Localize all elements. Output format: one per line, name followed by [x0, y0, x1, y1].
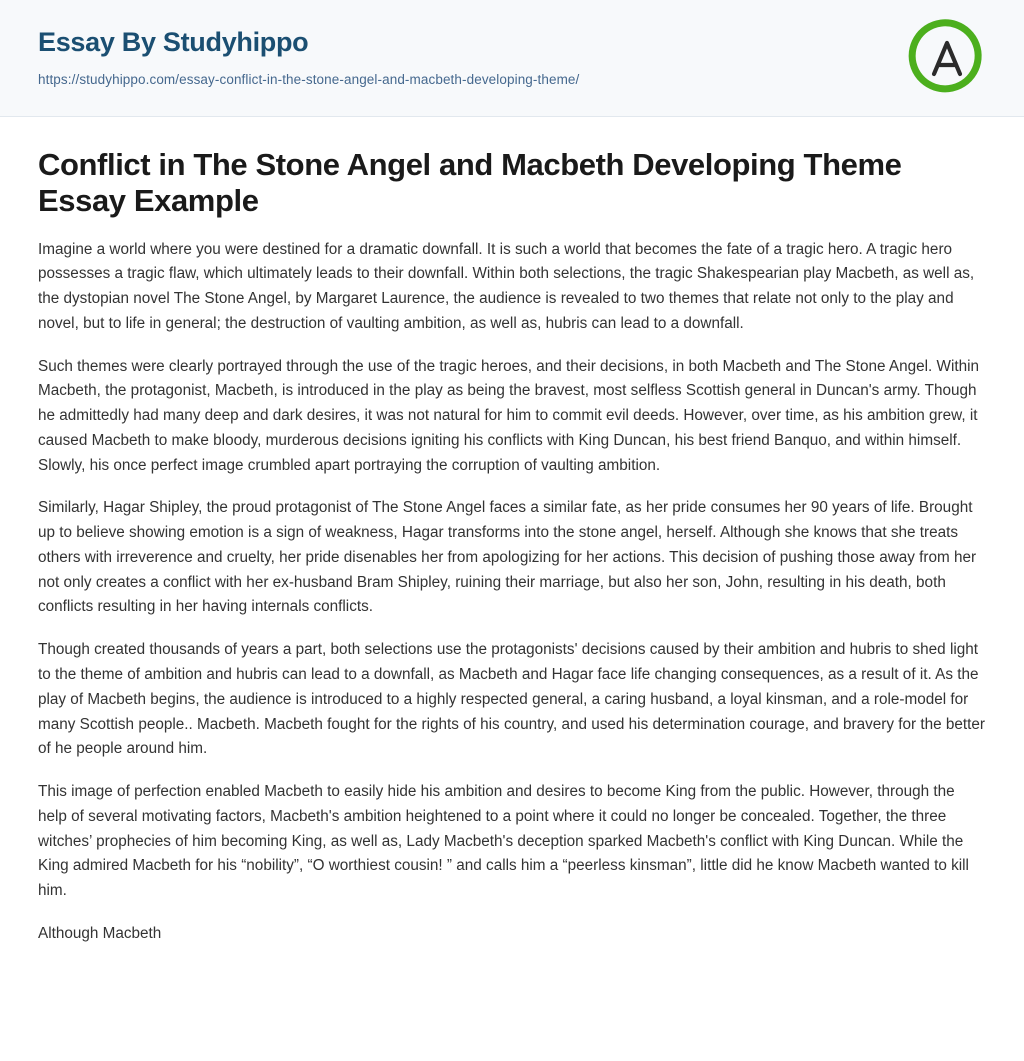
- article-paragraph: Similarly, Hagar Shipley, the proud protagonist of The Stone Angel faces a similar fate, as her pride consumes her 90 years of life. Brought up to believe showing emotion is a sign of weakness, Hagar transforms into the stone angel, herself. Although she knows that she treats others with irreverence and cruelty, her pride disenables her from apologizing for her actions. This decision of pushing those away from her not only creates a conflict with her ex-husband Bram Shipley, ruining their marriage, but also her son, John, resulting in his death, both conflicts resulting in her having internals conflicts.: [38, 499, 977, 616]
- article-paragraph: Though created thousands of years a part, both selections use the protagonists' decisions caused by their ambition and hubris to shed light to the theme of ambition and hubris can lead to a downfall, as Macbeth and Hagar face life changing consequences, as a result of it. As the play of Macbeth begins, the audience is introduced to a highly respected general, a caring husband, a loyal kinsman, and a role-model for many Scottish people.. Macbeth. Macbeth fought for the rights of his country, and used his determination courage, and bravery for the better of he people around him.: [38, 641, 985, 758]
- article-paragraph: This image of perfection enabled Macbeth to easily hide his ambition and desires to become King from the public. However, through the help of several motivating factors, Macbeth's ambition heightened to a point where it could no longer be concealed. Together, the three witches’ prophecies of him becoming King, as well as, Lady Macbeth's deception sparked Macbeth's conflict with King Duncan. While the King admired Macbeth for his “nobility”, “O worthiest cousin! ” and calls him a “peerless kinsman”, little did he know Macbeth wanted to kill him.: [38, 783, 969, 900]
- studyhippo-logo-icon: [906, 18, 988, 100]
- brand-title: [38, 26, 986, 58]
- article-paragraph: Although Macbeth: [38, 924, 162, 942]
- brand-prefix: Essay By: [38, 27, 163, 57]
- brand-name: Studyhippo: [162, 27, 309, 57]
- article-body: [0, 117, 1024, 947]
- article-url[interactable]: https://studyhippo.com/essay-conflict-in-the-stone-angel-and-macbeth-developing-theme/: [38, 72, 580, 88]
- page-title: Conflict in The Stone Angel and Macbeth Developing Theme Essay Example: [38, 147, 902, 219]
- site-header: [0, 0, 1024, 117]
- article-paragraph: Imagine a world where you were destined for a dramatic downfall. It is such a world that becomes the fate of a tragic hero. A tragic hero possesses a tragic flaw, which ultimately leads to their downfall. Within both selections, the tragic Shakespearian play Macbeth, as well as, the dystopian novel The Stone Angel, by Margaret Laurence, the audience is revealed to two themes that relate not only to the play and novel, but to life in general; the destruction of vaulting ambition, as well as, hubris can lead to a downfall.: [38, 240, 975, 332]
- article-paragraph: Such themes were clearly portrayed through the use of the tragic heroes, and their decisions, in both Macbeth and The Stone Angel. Within Macbeth, the protagonist, Macbeth, is introduced in the play as being the bravest, most selfless Scottish general in Duncan's army. Though he admittedly had many deep and dark desires, it was not natural for him to commit evil deeds. However, over time, as his ambition grew, it caused Macbeth to make bloody, murderous decisions igniting his conflicts with King Duncan, his best friend Banquo, and within himself. Slowly, his once perfect image crumbled apart portraying the corruption of vaulting ambition.: [38, 357, 980, 474]
